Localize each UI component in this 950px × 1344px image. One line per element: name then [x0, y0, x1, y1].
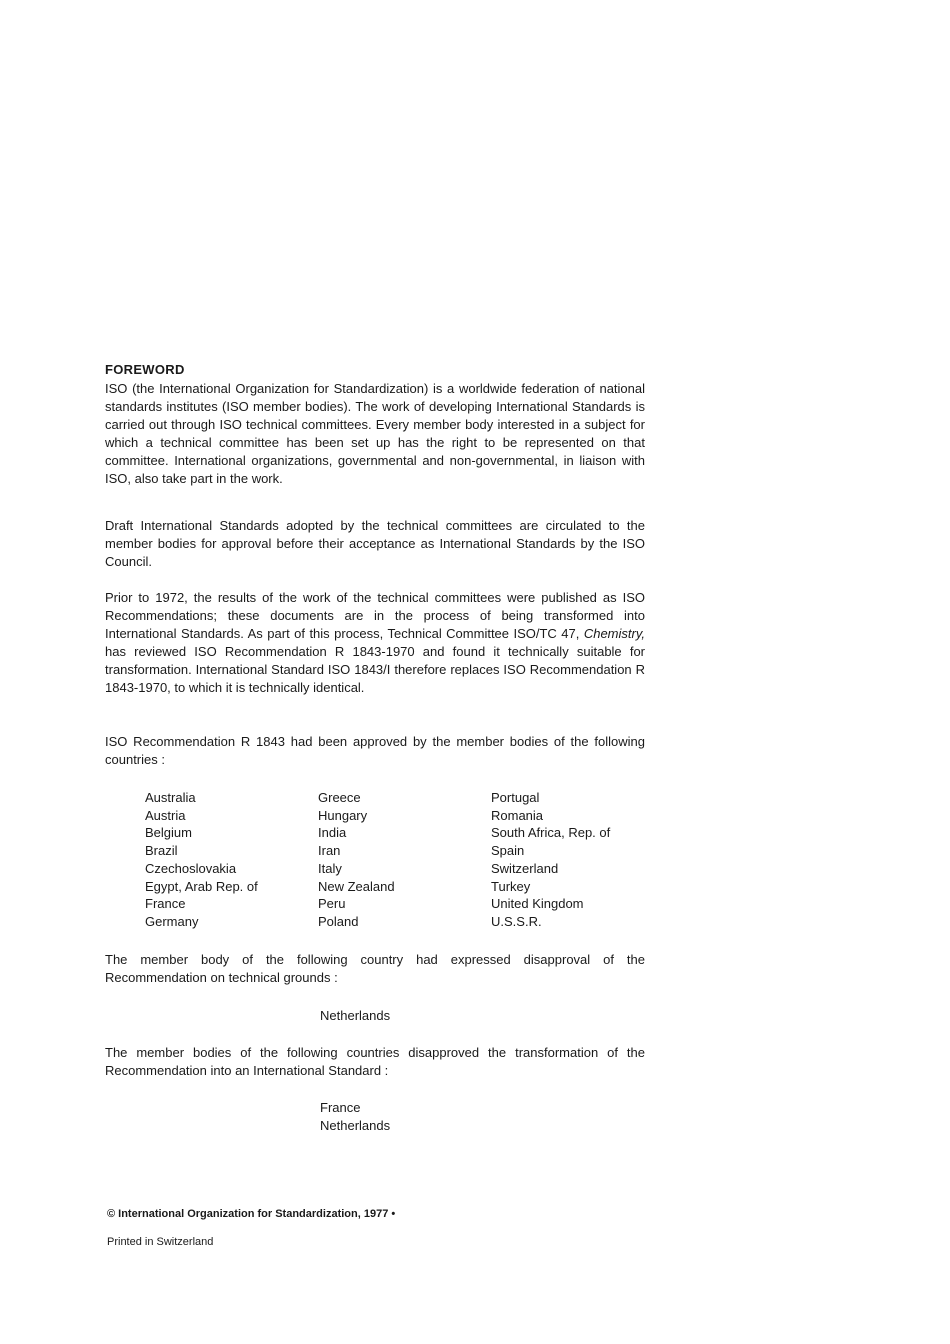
country-name: Spain — [491, 843, 525, 859]
country-name: Portugal — [491, 790, 540, 805]
country-name: Belgium — [145, 825, 192, 841]
foreword-heading: FOREWORD — [105, 362, 185, 377]
country-name: Australia — [145, 790, 196, 805]
country-name: United Kingdom — [491, 896, 584, 912]
country-name: Iran — [318, 843, 341, 859]
countries-column-1 — [145, 789, 315, 931]
paragraph-iso-intro: ISO (the International Organization for Standardization) is a worldwide federation of national standards institutes (ISO member bodies). The work of developing International Standards is carried out through ISO technical committees. Every member body interested in a subject for which a technical committee has been set up has the right to be represented on that committee. International organizations, governmental and non-governmental, in liaison with ISO, also take part in the work. — [105, 381, 645, 486]
country-name: India — [318, 825, 347, 841]
countries-column-3 — [491, 789, 661, 931]
country-name: Turkey — [491, 878, 531, 894]
paragraph-technical-disapproval: The member body of the following country had expressed disapproval of the Recommendation on technical grounds : — [105, 952, 645, 985]
country-name: Germany — [145, 913, 199, 929]
country-name: Italy — [318, 860, 342, 876]
country-name: Romania — [491, 807, 544, 823]
country-name: South Africa, Rep. of — [491, 825, 611, 841]
countries-column-2 — [318, 789, 488, 931]
country-name: France — [320, 1100, 361, 1115]
country-name: France — [145, 896, 186, 912]
history-text-b: has reviewed ISO Recommendation R 1843-1970 and found it technically suitable for transformation. International Standard ISO 1843/I therefore replaces ISO Recommendation R 1843-1970, to which it is technically identical. — [105, 644, 645, 695]
country-name: Brazil — [145, 843, 178, 859]
country-name: Austria — [145, 807, 186, 823]
paragraph-transformation-disapproval: The member bodies of the following countries disapproved the transformation of the Recommendation into an International Standard : — [105, 1045, 645, 1078]
country-name: Poland — [318, 913, 359, 929]
country-name: Czechoslovakia — [145, 860, 237, 876]
country-name: Egypt, Arab Rep. of — [145, 878, 258, 894]
printed-location: Printed in Switzerland — [107, 1236, 214, 1248]
country-name: Peru — [318, 896, 346, 912]
country-name: U.S.S.R. — [491, 913, 542, 929]
country-name: Hungary — [318, 807, 368, 823]
paragraph-draft-standards: Draft International Standards adopted by the technical committees are circulated to the member bodies for approval before their acceptance as International Standards by the ISO Council. — [105, 518, 645, 569]
paragraph-approval: ISO Recommendation R 1843 had been approved by the member bodies of the following countries : — [105, 734, 645, 767]
country-name: Switzerland — [491, 860, 559, 876]
history-text-a: Prior to 1972, the results of the work of the technical committees were published as ISO Recommendations; these documents are in the process of being transformed into International Standards. As part of this process, Technical Committee ISO/TC 47, — [105, 590, 645, 641]
copyright-notice: © International Organization for Standardization, 1977 • — [107, 1208, 396, 1220]
technical-disapproval-list — [320, 1007, 390, 1025]
country-name: Greece — [318, 790, 361, 805]
country-name: New Zealand — [318, 878, 395, 894]
committee-name: Chemistry, — [583, 626, 645, 641]
paragraph-history — [105, 589, 645, 697]
transformation-disapproval-list — [320, 1099, 390, 1135]
country-name: Netherlands — [320, 1118, 391, 1133]
country-name: Netherlands — [320, 1008, 391, 1023]
